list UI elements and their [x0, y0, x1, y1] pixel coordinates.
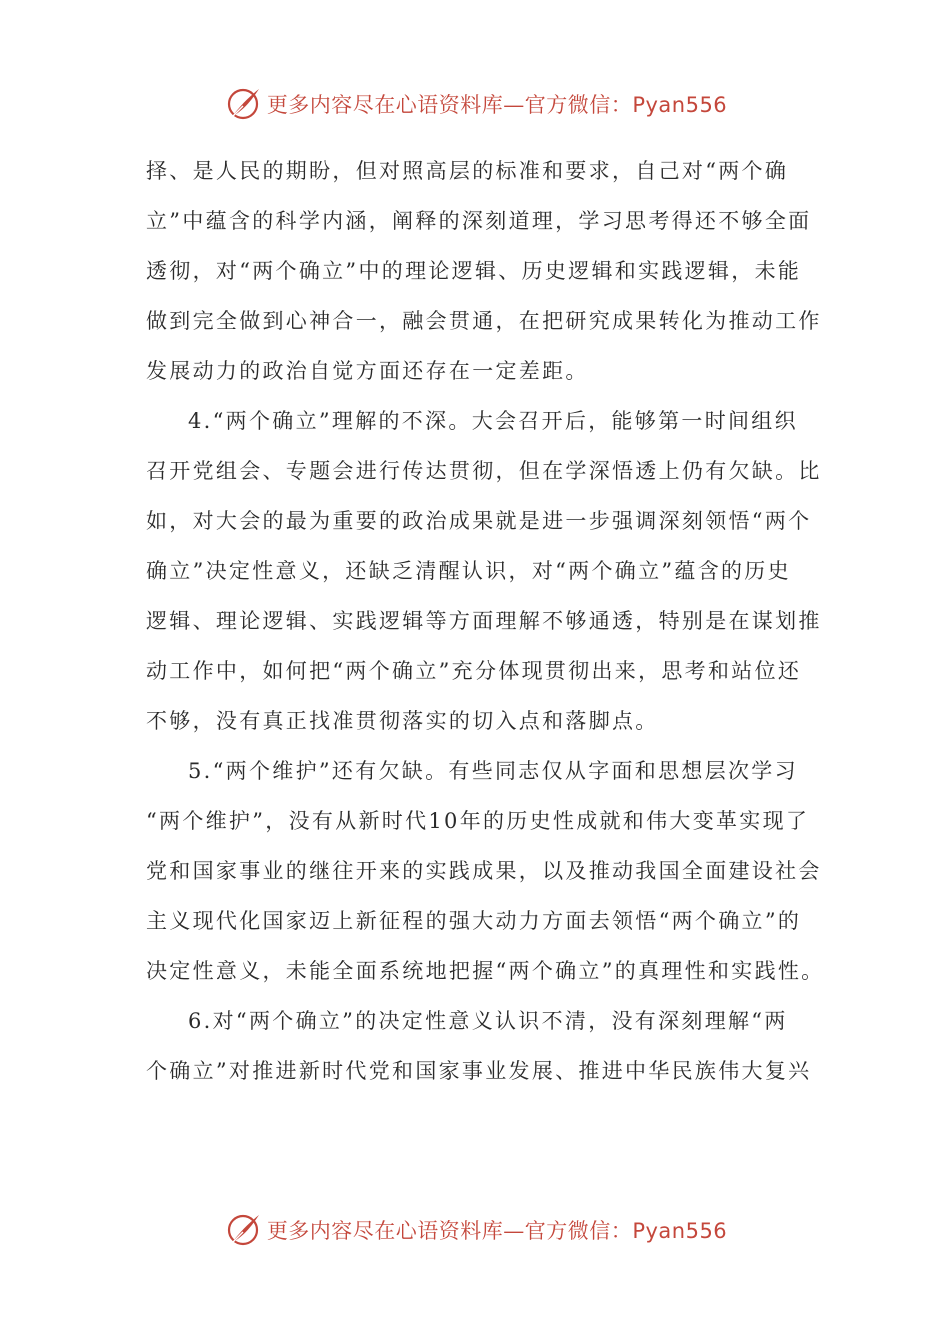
text-line: 做到完全做到心神合一，融会贯通，在把研究成果转化为推动工作 [146, 309, 822, 333]
text-line: 透彻，对“两个确立”中的理论逻辑、历史逻辑和实践逻辑，未能 [146, 259, 802, 283]
text-line: 主义现代化国家迈上新征程的强大动力方面去领悟“两个确立”的 [146, 909, 802, 933]
footer-wechat-id: Pyan556 [632, 1219, 728, 1243]
text-line: 4.“两个确立”理解的不深。大会召开后，能够第一时间组织 [188, 409, 798, 433]
text-line: 发展动力的政治自觉方面还存在一定差距。 [146, 359, 589, 383]
footer-banner [0, 1208, 950, 1252]
text-line: 6.对“两个确立”的决定性意义认识不清，没有深刻理解“两 [188, 1009, 788, 1033]
text-line: 个确立”对推进新时代党和国家事业发展、推进中华民族伟大复兴 [146, 1059, 812, 1083]
text-line: 不够，没有真正找准贯彻落实的切入点和落脚点。 [146, 709, 659, 733]
text-line: 如，对大会的最为重要的政治成果就是进一步强调深刻领悟“两个 [146, 509, 812, 533]
text-line: 决定性意义，未能全面系统地把握“两个确立”的真理性和实践性。 [146, 959, 825, 983]
text-line: 召开党组会、专题会进行传达贯彻，但在学深悟透上仍有欠缺。比 [146, 459, 822, 483]
header-wechat-id: Pyan556 [632, 93, 728, 117]
text-line: 确立”决定性意义，还缺乏清醒认识，对“两个确立”蕴含的历史 [146, 559, 791, 583]
document-body [146, 146, 825, 1096]
text-line: 5.“两个维护”还有欠缺。有些同志仅从字面和思想层次学习 [188, 759, 798, 783]
header-banner [0, 82, 950, 126]
text-line: “两个维护”，没有从新时代10年的历史性成就和伟大变革实现了 [146, 809, 810, 833]
text-line: 立”中蕴含的科学内涵，阐释的深刻道理，学习思考得还不够全面 [146, 209, 812, 233]
text-line: 动工作中，如何把“两个确立”充分体现贯彻出来，思考和站位还 [146, 659, 802, 683]
header-banner-text: 更多内容尽在心语资料库—官方微信：Pyan556 [266, 93, 728, 117]
text-line: 党和国家事业的继往开来的实践成果，以及推动我国全面建设社会 [146, 859, 822, 883]
footer-banner-text: 更多内容尽在心语资料库—官方微信：Pyan556 [266, 1219, 728, 1243]
text-line: 逻辑、理论逻辑、实践逻辑等方面理解不够通透，特别是在谋划推 [146, 609, 822, 633]
quill-logo-icon [223, 84, 263, 124]
quill-logo-icon [223, 1210, 263, 1250]
text-line: 择、是人民的期盼，但对照高层的标准和要求，自己对“两个确 [146, 159, 789, 183]
